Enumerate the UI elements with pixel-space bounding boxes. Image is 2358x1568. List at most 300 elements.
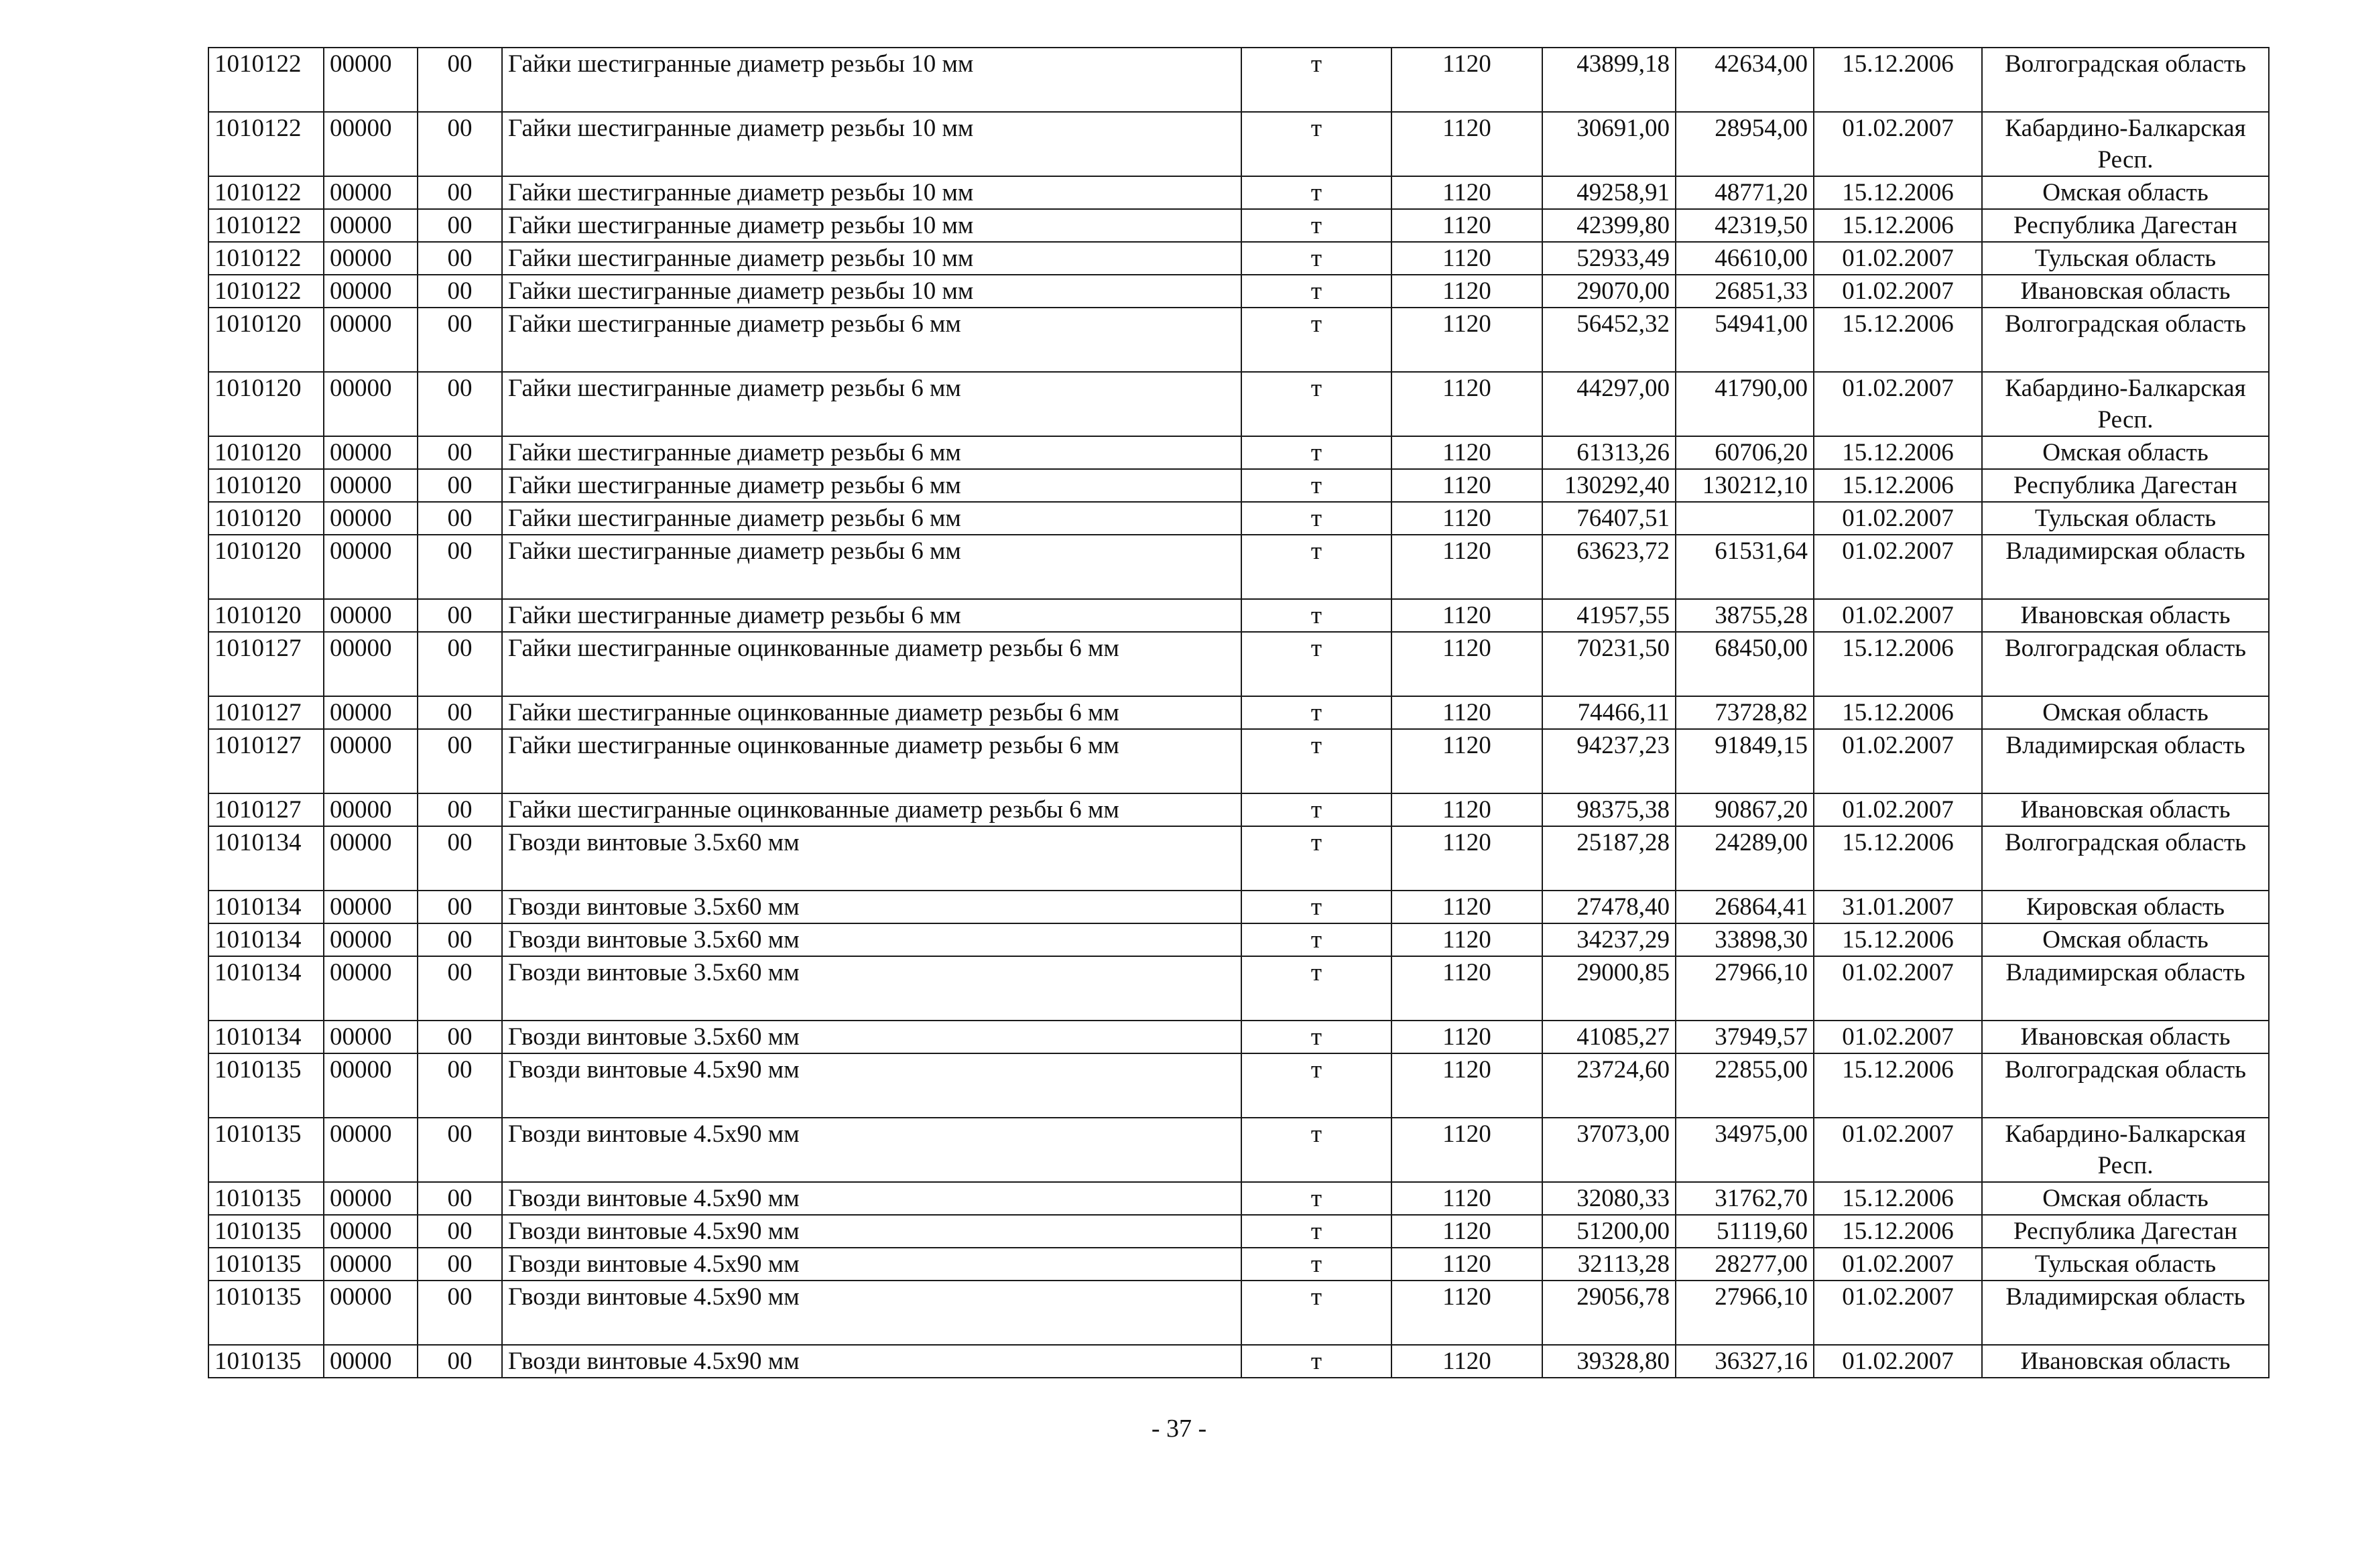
date-cell: 15.12.2006 [1814,826,1982,891]
item-code-cell: 1010122 [208,209,324,242]
okei-code-cell: 1120 [1391,242,1542,275]
max-price-cell: 43899,18 [1542,48,1676,112]
item-code-cell: 1010122 [208,48,324,112]
item-code-cell: 1010122 [208,112,324,176]
date-cell: 01.02.2007 [1814,1248,1982,1281]
table-row [208,1248,2269,1281]
table-row [208,372,2269,436]
table-row [208,793,2269,826]
region-cell: Ивановская область [1982,1021,2269,1053]
sub-code-cell: 00000 [324,372,418,436]
okei-code-cell: 1120 [1391,535,1542,599]
max-price-cell: 32080,33 [1542,1182,1676,1215]
item-code-cell: 1010120 [208,308,324,372]
product-name-cell: Гвозди винтовые 4.5х90 мм [502,1118,1241,1182]
okei-code-cell: 1120 [1391,176,1542,209]
product-name-cell: Гайки шестигранные диаметр резьбы 6 мм [502,436,1241,469]
product-name-cell: Гвозди винтовые 4.5х90 мм [502,1345,1241,1378]
date-cell: 01.02.2007 [1814,372,1982,436]
okei-code-cell: 1120 [1391,308,1542,372]
region-cell: Омская область [1982,696,2269,729]
sub-code-cell: 00000 [324,632,418,696]
region-cell: Владимирская область [1982,535,2269,599]
region-cell: Волгоградская область [1982,308,2269,372]
min-price-cell: 28954,00 [1676,112,1814,176]
max-price-cell: 23724,60 [1542,1053,1676,1118]
product-name-cell: Гайки шестигранные диаметр резьбы 6 мм [502,308,1241,372]
date-cell: 15.12.2006 [1814,696,1982,729]
okei-code-cell: 1120 [1391,729,1542,793]
region-cell: Волгоградская область [1982,632,2269,696]
table-row [208,696,2269,729]
max-price-cell: 70231,50 [1542,632,1676,696]
okei-code-cell: 1120 [1391,1182,1542,1215]
group-code-cell: 00 [418,176,502,209]
sub-code-cell: 00000 [324,48,418,112]
item-code-cell: 1010127 [208,696,324,729]
page-number: - 37 - [1151,1415,1207,1443]
unit-cell: т [1241,469,1391,502]
table-row [208,1118,2269,1182]
date-cell: 15.12.2006 [1814,308,1982,372]
min-price-cell: 37949,57 [1676,1021,1814,1053]
product-name-cell: Гайки шестигранные оцинкованные диаметр резьбы 6 мм [502,696,1241,729]
date-cell: 01.02.2007 [1814,275,1982,308]
item-code-cell: 1010134 [208,891,324,923]
item-code-cell: 1010120 [208,372,324,436]
product-name-cell: Гвозди винтовые 3.5х60 мм [502,923,1241,956]
item-code-cell: 1010122 [208,176,324,209]
product-name-cell: Гвозди винтовые 4.5х90 мм [502,1215,1241,1248]
min-price-cell: 130212,10 [1676,469,1814,502]
item-code-cell: 1010122 [208,275,324,308]
group-code-cell: 00 [418,112,502,176]
unit-cell: т [1241,112,1391,176]
table-row [208,923,2269,956]
region-cell: Волгоградская область [1982,1053,2269,1118]
unit-cell: т [1241,793,1391,826]
product-name-cell: Гвозди винтовые 3.5х60 мм [502,956,1241,1021]
date-cell: 01.02.2007 [1814,599,1982,632]
date-cell: 15.12.2006 [1814,923,1982,956]
unit-cell: т [1241,1182,1391,1215]
product-name-cell: Гайки шестигранные диаметр резьбы 10 мм [502,242,1241,275]
min-price-cell: 33898,30 [1676,923,1814,956]
product-name-cell: Гайки шестигранные диаметр резьбы 10 мм [502,176,1241,209]
region-cell: Омская область [1982,176,2269,209]
unit-cell: т [1241,48,1391,112]
group-code-cell: 00 [418,48,502,112]
max-price-cell: 29056,78 [1542,1281,1676,1345]
item-code-cell: 1010134 [208,1021,324,1053]
group-code-cell: 00 [418,696,502,729]
sub-code-cell: 00000 [324,1118,418,1182]
table-row [208,1345,2269,1378]
product-name-cell: Гвозди винтовые 3.5х60 мм [502,1021,1241,1053]
min-price-cell: 28277,00 [1676,1248,1814,1281]
region-cell: Тульская область [1982,1248,2269,1281]
item-code-cell: 1010135 [208,1182,324,1215]
item-code-cell: 1010127 [208,729,324,793]
okei-code-cell: 1120 [1391,209,1542,242]
min-price-cell [1676,502,1814,535]
min-price-cell: 90867,20 [1676,793,1814,826]
okei-code-cell: 1120 [1391,275,1542,308]
item-code-cell: 1010120 [208,436,324,469]
unit-cell: т [1241,308,1391,372]
okei-code-cell: 1120 [1391,891,1542,923]
max-price-cell: 29000,85 [1542,956,1676,1021]
product-name-cell: Гайки шестигранные оцинкованные диаметр резьбы 6 мм [502,632,1241,696]
sub-code-cell: 00000 [324,1281,418,1345]
sub-code-cell: 00000 [324,956,418,1021]
date-cell: 01.02.2007 [1814,793,1982,826]
item-code-cell: 1010120 [208,535,324,599]
group-code-cell: 00 [418,729,502,793]
date-cell: 01.02.2007 [1814,729,1982,793]
unit-cell: т [1241,826,1391,891]
okei-code-cell: 1120 [1391,48,1542,112]
product-name-cell: Гайки шестигранные диаметр резьбы 10 мм [502,112,1241,176]
min-price-cell: 61531,64 [1676,535,1814,599]
region-cell: Владимирская область [1982,729,2269,793]
date-cell: 15.12.2006 [1814,209,1982,242]
sub-code-cell: 00000 [324,1345,418,1378]
item-code-cell: 1010127 [208,793,324,826]
sub-code-cell: 00000 [324,891,418,923]
min-price-cell: 26851,33 [1676,275,1814,308]
min-price-cell: 27966,10 [1676,956,1814,1021]
table-row [208,632,2269,696]
max-price-cell: 44297,00 [1542,372,1676,436]
sub-code-cell: 00000 [324,599,418,632]
date-cell: 15.12.2006 [1814,1053,1982,1118]
table-row [208,308,2269,372]
unit-cell: т [1241,1118,1391,1182]
group-code-cell: 00 [418,599,502,632]
date-cell: 01.02.2007 [1814,112,1982,176]
region-cell: Кабардино-Балкарская Респ. [1982,112,2269,176]
unit-cell: т [1241,1215,1391,1248]
okei-code-cell: 1120 [1391,956,1542,1021]
sub-code-cell: 00000 [324,826,418,891]
product-name-cell: Гвозди винтовые 3.5х60 мм [502,826,1241,891]
max-price-cell: 37073,00 [1542,1118,1676,1182]
date-cell: 01.02.2007 [1814,1345,1982,1378]
min-price-cell: 54941,00 [1676,308,1814,372]
min-price-cell: 68450,00 [1676,632,1814,696]
group-code-cell: 00 [418,1248,502,1281]
max-price-cell: 74466,11 [1542,696,1676,729]
okei-code-cell: 1120 [1391,436,1542,469]
max-price-cell: 56452,32 [1542,308,1676,372]
min-price-cell: 46610,00 [1676,242,1814,275]
table-row [208,275,2269,308]
min-price-cell: 41790,00 [1676,372,1814,436]
group-code-cell: 00 [418,1021,502,1053]
okei-code-cell: 1120 [1391,793,1542,826]
date-cell: 15.12.2006 [1814,176,1982,209]
min-price-cell: 36327,16 [1676,1345,1814,1378]
unit-cell: т [1241,436,1391,469]
item-code-cell: 1010134 [208,923,324,956]
min-price-cell: 42319,50 [1676,209,1814,242]
unit-cell: т [1241,729,1391,793]
region-cell: Ивановская область [1982,599,2269,632]
table-row [208,1053,2269,1118]
date-cell: 01.02.2007 [1814,1021,1982,1053]
max-price-cell: 63623,72 [1542,535,1676,599]
min-price-cell: 48771,20 [1676,176,1814,209]
item-code-cell: 1010127 [208,632,324,696]
max-price-cell: 61313,26 [1542,436,1676,469]
table-row [208,826,2269,891]
unit-cell: т [1241,275,1391,308]
group-code-cell: 00 [418,1182,502,1215]
unit-cell: т [1241,599,1391,632]
max-price-cell: 30691,00 [1542,112,1676,176]
table-row [208,729,2269,793]
okei-code-cell: 1120 [1391,1118,1542,1182]
min-price-cell: 34975,00 [1676,1118,1814,1182]
sub-code-cell: 00000 [324,793,418,826]
region-cell: Тульская область [1982,502,2269,535]
group-code-cell: 00 [418,372,502,436]
min-price-cell: 91849,15 [1676,729,1814,793]
max-price-cell: 52933,49 [1542,242,1676,275]
date-cell: 15.12.2006 [1814,1182,1982,1215]
product-name-cell: Гвозди винтовые 3.5х60 мм [502,891,1241,923]
min-price-cell: 42634,00 [1676,48,1814,112]
group-code-cell: 00 [418,1345,502,1378]
table-row [208,956,2269,1021]
min-price-cell: 73728,82 [1676,696,1814,729]
okei-code-cell: 1120 [1391,112,1542,176]
sub-code-cell: 00000 [324,502,418,535]
min-price-cell: 24289,00 [1676,826,1814,891]
item-code-cell: 1010122 [208,242,324,275]
product-name-cell: Гайки шестигранные диаметр резьбы 6 мм [502,372,1241,436]
unit-cell: т [1241,632,1391,696]
region-cell: Волгоградская область [1982,48,2269,112]
table-row [208,502,2269,535]
group-code-cell: 00 [418,535,502,599]
okei-code-cell: 1120 [1391,1248,1542,1281]
price-table [208,47,2270,1378]
item-code-cell: 1010135 [208,1345,324,1378]
group-code-cell: 00 [418,923,502,956]
group-code-cell: 00 [418,1053,502,1118]
item-code-cell: 1010134 [208,956,324,1021]
unit-cell: т [1241,696,1391,729]
unit-cell: т [1241,891,1391,923]
max-price-cell: 41085,27 [1542,1021,1676,1053]
okei-code-cell: 1120 [1391,599,1542,632]
group-code-cell: 00 [418,1118,502,1182]
max-price-cell: 29070,00 [1542,275,1676,308]
item-code-cell: 1010135 [208,1053,324,1118]
table-row [208,469,2269,502]
table-row [208,535,2269,599]
unit-cell: т [1241,176,1391,209]
group-code-cell: 00 [418,436,502,469]
sub-code-cell: 00000 [324,275,418,308]
unit-cell: т [1241,923,1391,956]
okei-code-cell: 1120 [1391,469,1542,502]
region-cell: Владимирская область [1982,1281,2269,1345]
min-price-cell: 31762,70 [1676,1182,1814,1215]
group-code-cell: 00 [418,793,502,826]
item-code-cell: 1010120 [208,469,324,502]
min-price-cell: 22855,00 [1676,1053,1814,1118]
sub-code-cell: 00000 [324,729,418,793]
unit-cell: т [1241,1281,1391,1345]
okei-code-cell: 1120 [1391,1215,1542,1248]
min-price-cell: 51119,60 [1676,1215,1814,1248]
group-code-cell: 00 [418,891,502,923]
sub-code-cell: 00000 [324,535,418,599]
group-code-cell: 00 [418,308,502,372]
table-row [208,176,2269,209]
unit-cell: т [1241,956,1391,1021]
date-cell: 01.02.2007 [1814,242,1982,275]
table-row [208,209,2269,242]
sub-code-cell: 00000 [324,242,418,275]
item-code-cell: 1010135 [208,1215,324,1248]
table-row [208,1021,2269,1053]
max-price-cell: 27478,40 [1542,891,1676,923]
region-cell: Тульская область [1982,242,2269,275]
table-row [208,891,2269,923]
product-name-cell: Гайки шестигранные оцинкованные диаметр резьбы 6 мм [502,793,1241,826]
region-cell: Кабардино-Балкарская Респ. [1982,372,2269,436]
max-price-cell: 51200,00 [1542,1215,1676,1248]
unit-cell: т [1241,1021,1391,1053]
group-code-cell: 00 [418,956,502,1021]
table-row [208,1182,2269,1215]
max-price-cell: 98375,38 [1542,793,1676,826]
okei-code-cell: 1120 [1391,1281,1542,1345]
max-price-cell: 41957,55 [1542,599,1676,632]
group-code-cell: 00 [418,632,502,696]
region-cell: Ивановская область [1982,1345,2269,1378]
group-code-cell: 00 [418,1281,502,1345]
table-row [208,242,2269,275]
sub-code-cell: 00000 [324,176,418,209]
max-price-cell: 25187,28 [1542,826,1676,891]
okei-code-cell: 1120 [1391,1053,1542,1118]
region-cell: Республика Дагестан [1982,469,2269,502]
max-price-cell: 32113,28 [1542,1248,1676,1281]
unit-cell: т [1241,372,1391,436]
product-name-cell: Гвозди винтовые 4.5х90 мм [502,1053,1241,1118]
region-cell: Республика Дагестан [1982,1215,2269,1248]
okei-code-cell: 1120 [1391,502,1542,535]
item-code-cell: 1010120 [208,502,324,535]
item-code-cell: 1010135 [208,1281,324,1345]
item-code-cell: 1010135 [208,1248,324,1281]
sub-code-cell: 00000 [324,1021,418,1053]
region-cell: Ивановская область [1982,275,2269,308]
region-cell: Республика Дагестан [1982,209,2269,242]
group-code-cell: 00 [418,209,502,242]
region-cell: Омская область [1982,923,2269,956]
product-name-cell: Гайки шестигранные диаметр резьбы 6 мм [502,469,1241,502]
min-price-cell: 26864,41 [1676,891,1814,923]
date-cell: 01.02.2007 [1814,1118,1982,1182]
sub-code-cell: 00000 [324,469,418,502]
table-row [208,1281,2269,1345]
product-name-cell: Гайки шестигранные оцинкованные диаметр резьбы 6 мм [502,729,1241,793]
group-code-cell: 00 [418,242,502,275]
group-code-cell: 00 [418,275,502,308]
min-price-cell: 38755,28 [1676,599,1814,632]
date-cell: 15.12.2006 [1814,469,1982,502]
region-cell: Омская область [1982,436,2269,469]
date-cell: 01.02.2007 [1814,535,1982,599]
date-cell: 15.12.2006 [1814,1215,1982,1248]
date-cell: 15.12.2006 [1814,436,1982,469]
product-name-cell: Гайки шестигранные диаметр резьбы 6 мм [502,502,1241,535]
product-name-cell: Гайки шестигранные диаметр резьбы 6 мм [502,535,1241,599]
product-name-cell: Гвозди винтовые 4.5х90 мм [502,1248,1241,1281]
okei-code-cell: 1120 [1391,632,1542,696]
item-code-cell: 1010134 [208,826,324,891]
date-cell: 15.12.2006 [1814,48,1982,112]
okei-code-cell: 1120 [1391,696,1542,729]
date-cell: 01.02.2007 [1814,502,1982,535]
table-row [208,112,2269,176]
product-name-cell: Гайки шестигранные диаметр резьбы 10 мм [502,275,1241,308]
sub-code-cell: 00000 [324,1248,418,1281]
sub-code-cell: 00000 [324,1053,418,1118]
product-name-cell: Гайки шестигранные диаметр резьбы 10 мм [502,48,1241,112]
okei-code-cell: 1120 [1391,372,1542,436]
date-cell: 01.02.2007 [1814,1281,1982,1345]
date-cell: 31.01.2007 [1814,891,1982,923]
max-price-cell: 34237,29 [1542,923,1676,956]
min-price-cell: 27966,10 [1676,1281,1814,1345]
date-cell: 15.12.2006 [1814,632,1982,696]
region-cell: Омская область [1982,1182,2269,1215]
group-code-cell: 00 [418,469,502,502]
sub-code-cell: 00000 [324,308,418,372]
sub-code-cell: 00000 [324,209,418,242]
region-cell: Кировская область [1982,891,2269,923]
date-cell: 01.02.2007 [1814,956,1982,1021]
table-row [208,48,2269,112]
sub-code-cell: 00000 [324,1182,418,1215]
unit-cell: т [1241,1248,1391,1281]
okei-code-cell: 1120 [1391,923,1542,956]
max-price-cell: 49258,91 [1542,176,1676,209]
group-code-cell: 00 [418,502,502,535]
unit-cell: т [1241,502,1391,535]
product-name-cell: Гайки шестигранные диаметр резьбы 6 мм [502,599,1241,632]
sub-code-cell: 00000 [324,112,418,176]
item-code-cell: 1010120 [208,599,324,632]
item-code-cell: 1010135 [208,1118,324,1182]
okei-code-cell: 1120 [1391,1345,1542,1378]
sub-code-cell: 00000 [324,436,418,469]
unit-cell: т [1241,209,1391,242]
sub-code-cell: 00000 [324,1215,418,1248]
table-row [208,1215,2269,1248]
table-row [208,599,2269,632]
group-code-cell: 00 [418,826,502,891]
product-name-cell: Гвозди винтовые 4.5х90 мм [502,1281,1241,1345]
max-price-cell: 94237,23 [1542,729,1676,793]
